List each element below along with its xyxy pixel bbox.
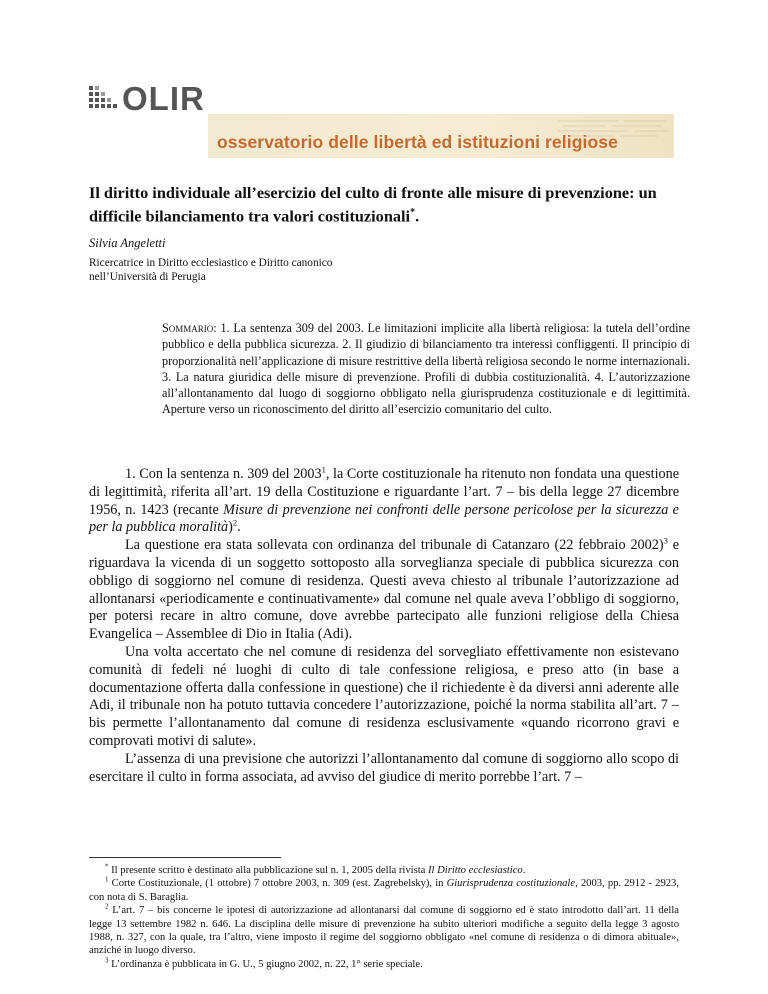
p1-text-c: ) xyxy=(228,519,233,536)
footnote-1-mark: 1 xyxy=(105,875,109,884)
footnote-divider xyxy=(89,857,281,858)
p1-text-d: . xyxy=(237,519,241,536)
banner-title: osservatorio delle libertà ed istituzioni religiose xyxy=(217,132,618,152)
affiliation-line-1: Ricercatrice in Diritto ecclesiastico e Diritto canonico xyxy=(89,257,333,269)
footnote-star-text-b: . xyxy=(522,865,526,876)
title-end: . xyxy=(415,206,420,226)
footnote-2-mark: 2 xyxy=(105,902,109,911)
body-paragraph-4: L’assenza di una previsione che autorizzi l’allontanamento dal comune di soggiorno allo scopo di esercitare il culto in forma associata, ad avviso del giudice di merito porrebbe l’art. 7 – xyxy=(89,750,679,785)
footnote-3 xyxy=(89,958,679,971)
summary-label: Sommario xyxy=(162,321,214,335)
p2-text-a: La questione era stata sollevata con ordinanza del tribunale di Catanzaro (22 febbraio 2002) xyxy=(125,537,664,554)
logo-grid-icon xyxy=(89,86,119,112)
p1-text-a: 1. Con la sentenza n. 309 del 2003 xyxy=(125,466,322,482)
footnote-1 xyxy=(89,877,679,904)
affiliation-line-2: nell’Università di Perugia xyxy=(89,271,206,283)
summary xyxy=(162,320,690,418)
p1-law-title: Misure di prevenzione nei confronti delle persone pericolose per la sicurezza e per la pubblica moralità xyxy=(89,501,679,536)
title-footnote-mark: * xyxy=(410,207,416,218)
body-paragraph-3: Una volta accertato che nel comune di residenza del sorvegliato effettivamente non esistevano comunità di fedeli né luoghi di culto di tale confessione religiosa, e preso atto (in base a documentazione offerta dalla confessione in questione) che il richiedente è da diversi anni aderente alle Adi, il tribunale non ha potuto tuttavia concedere l’autorizzazione, poiché la norma stabilita all’art. 7 – bis permette l’allontanamento dal comune di residenza esclusivamente «quando ricorrono gravi e comprovati motivi di salute». xyxy=(89,643,679,749)
body-paragraph-1 xyxy=(89,466,679,537)
article-body xyxy=(89,466,679,786)
summary-text: : 1. La sentenza 309 del 2003. Le limitazioni implicite alla libertà religiosa: la tutela dell’ordine pubblico e della pubblica sicurezza. 2. Il giudizio di bilanciamento tra interessi confliggenti. Il principio di proporzionalità nell’applicazione di misure restrittive della libertà religiosa secondo le norme internazionali. 3. La natura giuridica delle misure di prevenzione. Profili di dubbia costituzionalità. 4. L’autorizzazione all’allontanamento dal luogo di soggiorno obbligato nella giurisprudenza costituzionale e di legittimità. Aperture verso un riconoscimento del diritto all’esercizio comunitario del culto. xyxy=(162,321,690,417)
author-name: Silvia Angeletti xyxy=(89,236,166,250)
header-banner xyxy=(208,114,674,158)
footnote-1-text-a: Corte Costituzionale, (1 ottobre) 7 ottobre 2003, n. 309 (est. Zagrebelsky), in xyxy=(108,878,447,890)
p1-text-b: , la Corte costituzionale ha ritenuto non fondata una questione di legittimità, riferita all’art. 19 della Costituzione e riguardante l’art. 7 – bis della legge 27 dicembre 1956, n. 1423 (recante xyxy=(89,466,679,518)
footnote-1-text-b: , 2003, pp. 2912 - 2923, con nota di S. Baraglia. xyxy=(89,878,679,903)
footnote-star xyxy=(89,864,679,877)
footnote-2-text: L’art. 7 – bis concerne le ipotesi di autorizzazione ad allontanarsi dal comune di soggiorno ed è stato introdotto dall’art. 11 della legge 13 settembre 1982 n. 646. La disciplina delle misure di prevenzione ha subito ulteriori modifiche a seguito della legge 3 agosto 1988, n. 327, con la quale, tra l’altro, viene imposto il regime del soggiorno obbligato «nel comune di residenza o di dimora abituale», anziché in luogo diverso. xyxy=(89,905,679,957)
article-title-text: Il diritto individuale all’esercizio del culto di fronte alle misure di prevenzione: un difficile bilanciamento tra valori costituzionali xyxy=(89,183,657,226)
article-title xyxy=(89,183,689,226)
footnote-star-mark: * xyxy=(105,862,109,871)
body-paragraph-2 xyxy=(89,537,679,644)
footnotes xyxy=(89,864,679,971)
olir-logo xyxy=(89,80,205,117)
footnote-3-text: L’ordinanza è pubblicata in G. U., 5 giugno 2002, n. 22, 1° serie speciale. xyxy=(108,958,423,970)
footnote-3-mark: 3 xyxy=(105,956,109,965)
footnote-ref-1[interactable]: 1 xyxy=(321,464,326,475)
footnote-ref-2[interactable]: 2 xyxy=(232,517,238,528)
footnote-1-journal: Giurisprudenza costituzionale xyxy=(446,878,576,890)
footnote-2 xyxy=(89,904,679,958)
p2-text-b: e riguardava la vicenda di un soggetto sottoposto alla sorveglianza speciale di pubblica sicurezza con obbligo di soggiorno nel comune di residenza. Questi aveva chiesto al tribunale l’autorizzazione ad allontanarsi «periodicamente e continuativamente» dal comune nel quale aveva l’obbligo di soggiorno, per potersi recare in altro comune, dove avrebbe partecipato alle funzioni religiose della Chiesa Evangelica – Assemblee di Dio in Italia (Adi). xyxy=(89,537,679,643)
footnote-ref-3[interactable]: 3 xyxy=(663,535,668,546)
logo-text: OLIR xyxy=(122,80,205,117)
author-affiliation xyxy=(89,256,489,284)
footnote-star-text-a: Il presente scritto è destinato alla pubblicazione sul n. 1, 2005 della rivista xyxy=(108,865,428,876)
footnote-star-journal: Il Diritto ecclesiastico xyxy=(428,865,523,876)
